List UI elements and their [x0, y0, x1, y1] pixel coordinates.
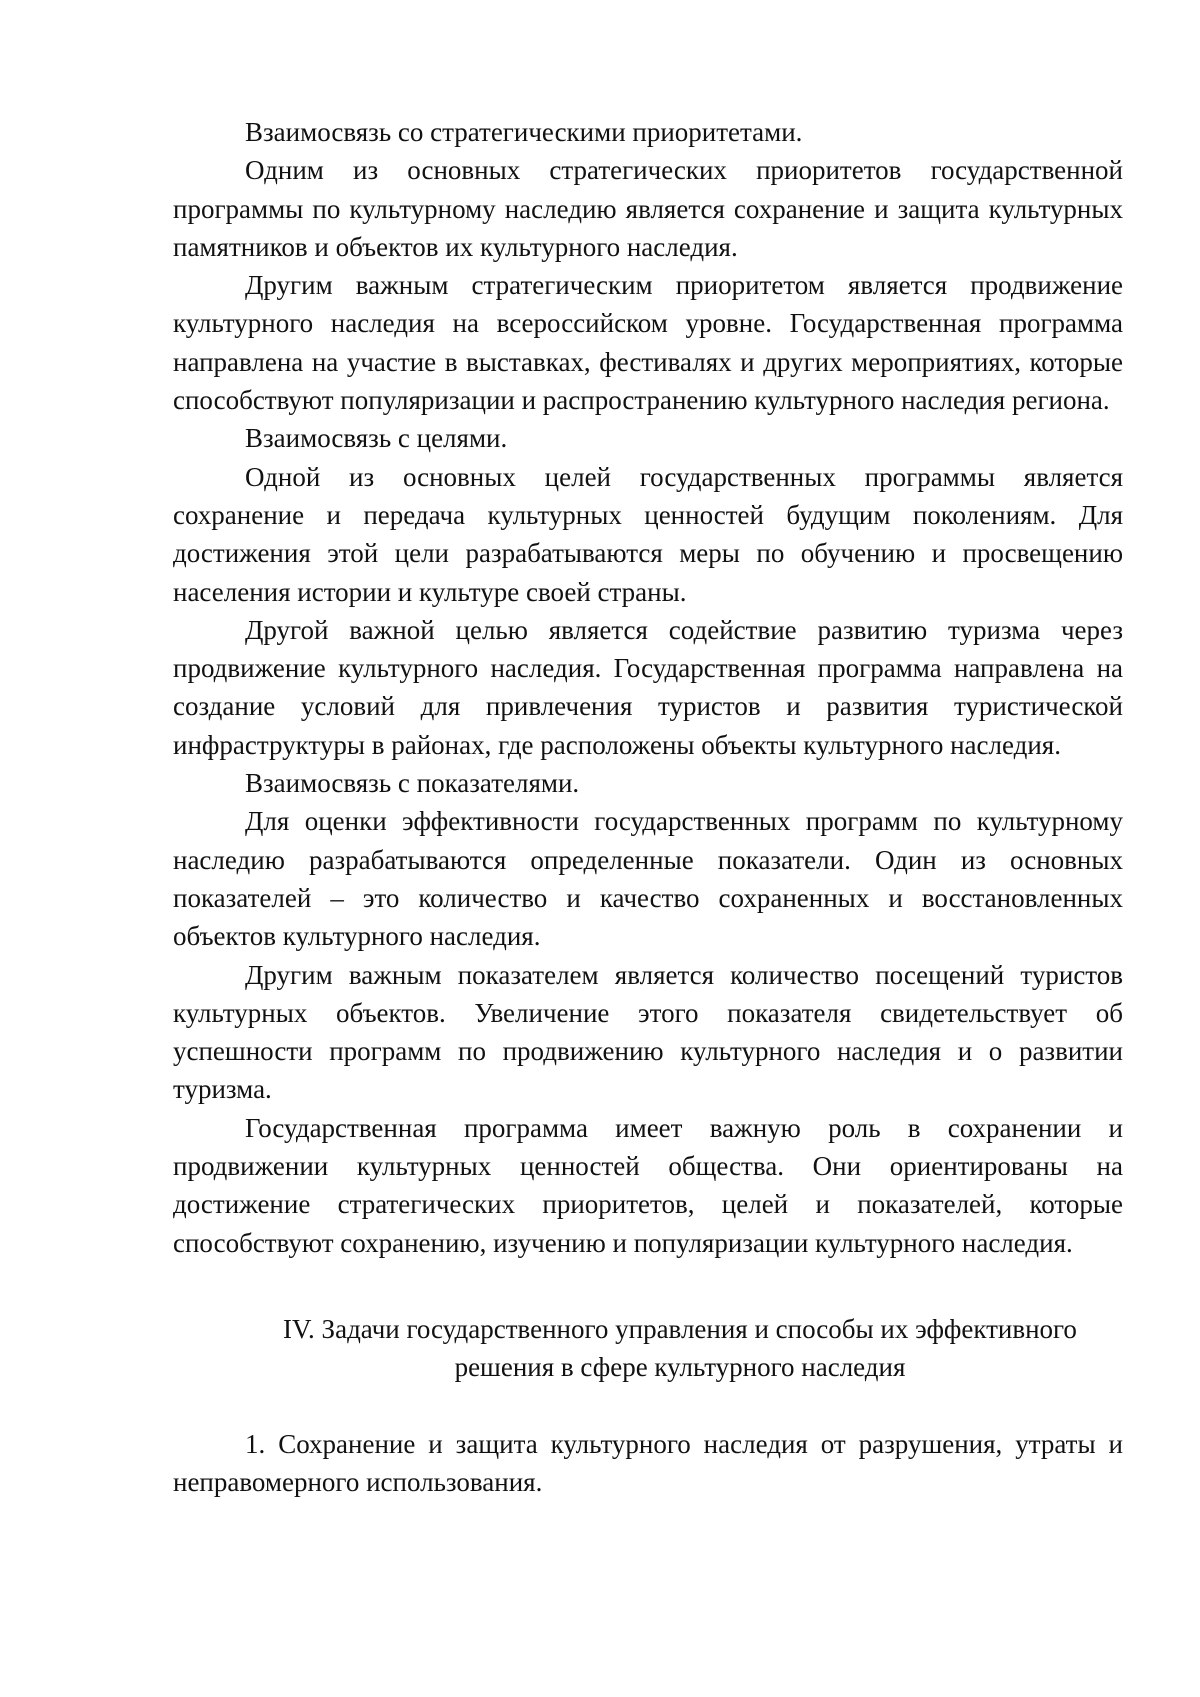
paragraph-subheading-goals: Взаимосвязь с целями.	[245, 423, 508, 454]
paragraph: Одной из основных целей государственных программы является сохранение и передача культурных ценностей будущим поколениям. Для достижения этой цели разрабатываются меры по обучению и просвещению населения истории и культуре своей страны.	[173, 461, 1123, 607]
paragraph: Одним из основных стратегических приоритетов государственной программы по культурному наследию является сохранение и защита культурных памятников и объектов их культурного наследия.	[173, 155, 1123, 262]
task-item-1: 1. Сохранение и защита культурного наследия от разрушения, утраты и неправомерного использования.	[173, 1428, 1123, 1497]
document-page	[173, 113, 1123, 1501]
paragraph: Для оценки эффективности государственных программ по культурному наследию разрабатываются определенные показатели. Один из основных показателей – это количество и качество сохраненных и восстановленных объектов культурного наследия.	[173, 806, 1123, 952]
paragraph-subheading-priorities: Взаимосвязь со стратегическими приоритетами.	[245, 117, 803, 147]
paragraph: Государственная программа имеет важную роль в сохранении и продвижении культурных ценностей общества. Они ориентированы на достижение стратегических приоритетов, целей и показателей, которые способствуют сохранению, изучению и популяризации культурного наследия.	[173, 1112, 1123, 1258]
paragraph: Другой важной целью является содействие развитию туризма через продвижение культурного наследия. Государственная программа направлена на создание условий для привлечения туристов и развития туристической инфраструктуры в районах, где расположены объекты культурного наследия.	[173, 614, 1123, 760]
section-heading-line-2: решения в сфере культурного наследия	[454, 1352, 906, 1383]
section-heading	[173, 1310, 1123, 1387]
paragraph-subheading-indicators: Взаимосвязь с показателями.	[245, 768, 580, 799]
section-heading-line-1: IV. Задачи государственного управления и способы их эффективного	[283, 1313, 1077, 1344]
paragraph: Другим важным стратегическим приоритетом является продвижение культурного наследия на всероссийском уровне. Государственная программа направлена на участие в выставках, фестивалях и других мероприятиях, которые способствуют популяризации и распространению культурного наследия региона.	[173, 270, 1123, 416]
paragraph: Другим важным показателем является количество посещений туристов культурных объектов. Увеличение этого показателя свидетельствует об успешности программ по продвижению культурного наследия и о развитии туризма.	[173, 959, 1123, 1105]
